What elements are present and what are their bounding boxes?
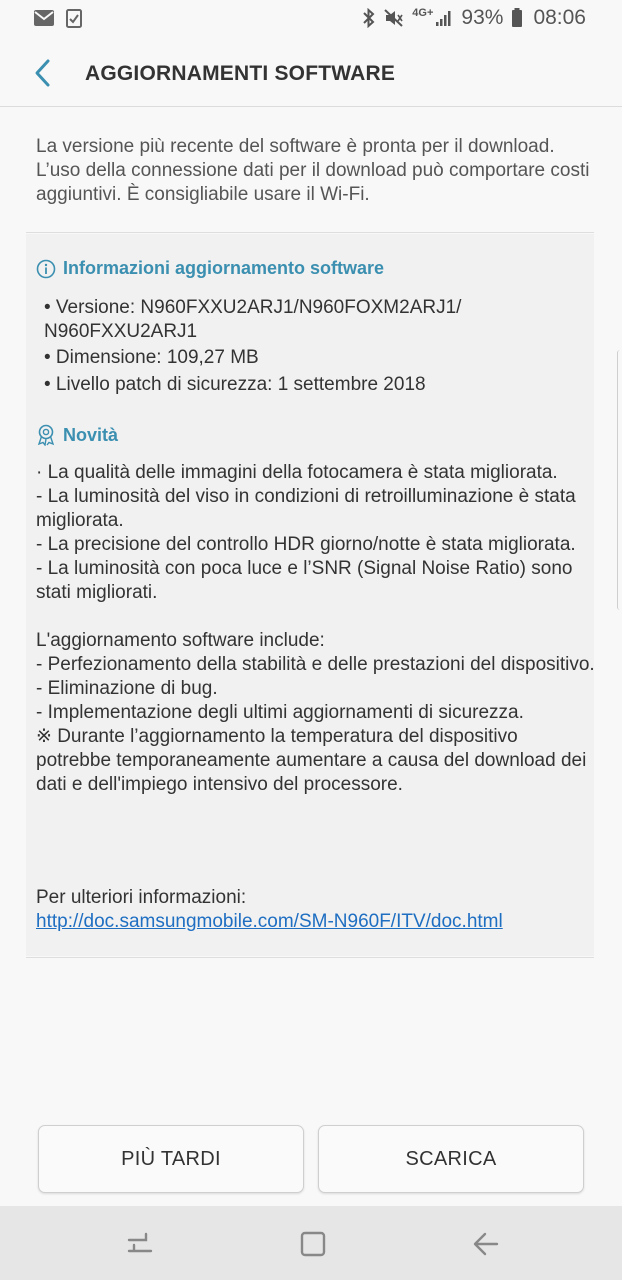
note-item: · La qualità delle immagini della fotocamera è stata migliorata. xyxy=(36,462,558,483)
network-type-label: 4G+ xyxy=(412,7,434,19)
news-section-heading xyxy=(36,424,118,446)
recent-apps-icon xyxy=(126,1230,154,1258)
bluetooth-icon xyxy=(362,8,376,28)
clipboard-check-icon xyxy=(65,8,83,33)
info-section-heading xyxy=(36,258,384,279)
later-button[interactable]: PIÙ TARDI xyxy=(38,1125,304,1193)
home-button[interactable] xyxy=(299,1230,327,1258)
more-info xyxy=(36,886,596,934)
chevron-left-icon xyxy=(28,56,58,90)
version-line-continued: N960FXXU2ARJ1 xyxy=(44,320,198,342)
more-info-link[interactable]: http://doc.samsungmobile.com/SM-N960F/ITV/doc.html xyxy=(36,911,503,932)
mail-icon xyxy=(33,9,55,32)
back-button[interactable] xyxy=(28,56,58,90)
release-notes xyxy=(36,461,596,797)
size-line: • Dimensione: 109,27 MB xyxy=(44,347,259,368)
info-heading-label: Informazioni aggiornamento software xyxy=(63,258,385,278)
navigation-bar xyxy=(0,1206,622,1280)
version-details xyxy=(44,295,584,398)
include-item: - Perfezionamento della stabilità e delle prestazioni del dispositivo. xyxy=(36,654,595,675)
nav-back-button[interactable] xyxy=(472,1230,500,1258)
status-bar xyxy=(0,0,622,38)
page-title: AGGIORNAMENTI SOFTWARE xyxy=(85,62,396,85)
temperature-warning: ※ Durante l’aggiornamento la temperatura del dispositivo potrebbe temporaneamente aumentare a causa del download dei dati e dell'impiego intensivo del processore. xyxy=(36,726,587,795)
signal-icon xyxy=(435,9,453,27)
info-icon xyxy=(36,259,56,279)
battery-icon xyxy=(511,8,523,28)
includes-title: L'aggiornamento software include: xyxy=(36,630,325,651)
scroll-edge-indicator xyxy=(617,350,622,610)
download-button[interactable]: SCARICA xyxy=(318,1125,584,1193)
note-item: - La luminosità del viso in condizioni di retroilluminazione è stata migliorata. xyxy=(36,486,576,531)
intro-text: La versione più recente del software è pronta per il download. L’uso della connessione dati per il download può comportare costi aggiuntivi. È consigliabile usare il Wi-Fi. xyxy=(36,136,590,205)
divider xyxy=(26,232,594,233)
mute-icon xyxy=(384,8,404,28)
include-item: - Implementazione degli ultimi aggiornamenti di sicurezza. xyxy=(36,702,524,723)
news-heading-label: Novità xyxy=(63,424,119,445)
more-info-label: Per ulteriori informazioni: xyxy=(36,887,247,908)
award-ribbon-icon xyxy=(36,424,56,446)
app-bar xyxy=(0,38,622,107)
divider xyxy=(26,957,594,958)
recent-apps-button[interactable] xyxy=(126,1230,154,1258)
patch-line: • Livello patch di sicurezza: 1 settembre 2018 xyxy=(44,373,426,395)
note-item: - La precisione del controllo HDR giorno/notte è stata migliorata. xyxy=(36,534,576,555)
version-line: • Versione: N960FXXU2ARJ1/N960FOXM2ARJ1/ xyxy=(44,297,462,318)
clock: 08:06 xyxy=(533,6,586,29)
back-arrow-icon xyxy=(472,1230,500,1258)
home-icon xyxy=(299,1230,327,1258)
battery-percent: 93% xyxy=(461,6,504,29)
include-item: - Eliminazione di bug. xyxy=(36,678,218,699)
note-item: - La luminosità con poca luce e l’SNR (Signal Noise Ratio) sono stati migliorati. xyxy=(36,558,573,603)
